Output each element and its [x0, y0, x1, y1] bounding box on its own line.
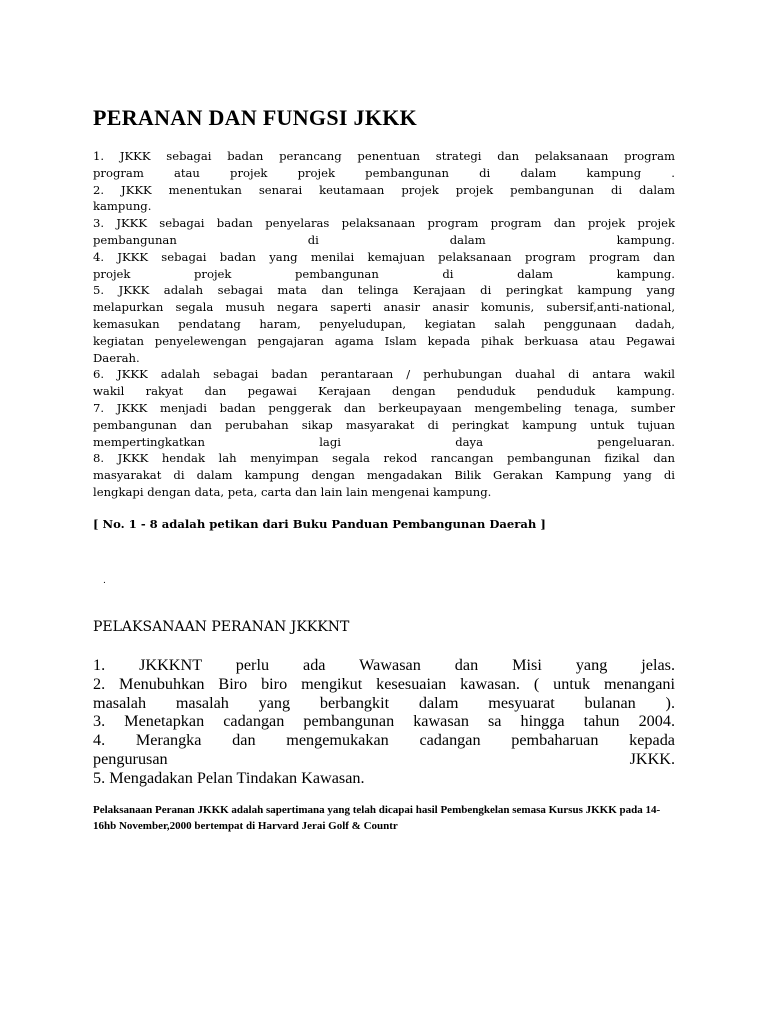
roles-line: 2. JKKK menentukan senarai keutamaan projek projek pembangunan di dalam	[93, 182, 675, 197]
roles-line: 5. JKKK adalah sebagai mata dan telinga Kerajaan di peringkat kampung yang	[93, 283, 675, 298]
implementation-line: masalah masalah yang berbangkit dalam mesyuarat bulanan ).	[93, 693, 675, 712]
roles-list	[93, 148, 675, 501]
roles-line: masyarakat di dalam kampung dengan mengadakan Bilik Gerakan Kampung yang di	[93, 468, 675, 483]
roles-line: kegiatan penyelewengan pengajaran agama Islam kepada pihak berkuasa atau Pegawai	[93, 333, 675, 348]
implementation-line: 4. Merangka dan mengemukakan cadangan pembaharuan kepada	[93, 731, 675, 750]
implementation-list	[93, 656, 675, 788]
roles-line: 7. JKKK menjadi badan penggerak dan berkeupayaan mengembeling tenaga, sumber	[93, 400, 675, 415]
roles-line: pembangunan di dalam kampung.	[93, 232, 675, 247]
roles-line: 4. JKKK sebagai badan yang menilai kemajuan pelaksanaan program program dan	[93, 249, 675, 264]
roles-line: Daerah.	[93, 350, 140, 365]
implementation-line: pengurusan JKKK.	[93, 749, 675, 768]
roles-line: program atau projek projek pembangunan di dalam kampung .	[93, 165, 675, 180]
implementation-line: 2. Menubuhkan Biro biro mengikut kesesuaian kawasan. ( untuk menangani	[93, 674, 675, 693]
roles-line: kemasukan pendatang haram, penyeludupan, kegiatan salah penggunaan dadah,	[93, 316, 675, 331]
roles-line: projek projek pembangunan di dalam kampung.	[93, 266, 675, 281]
section-heading: PELAKSANAAN PERANAN JKKKNT	[93, 619, 350, 635]
roles-line: wakil rakyat dan pegawai Kerajaan dengan penduduk penduduk kampung.	[93, 384, 675, 399]
roles-line: 8. JKKK hendak lah menyimpan segala rekod rancangan pembangunan fizikal dan	[93, 451, 675, 466]
source-note: [ No. 1 - 8 adalah petikan dari Buku Panduan Pembangunan Daerah ]	[93, 517, 546, 531]
roles-line: lengkapi dengan data, peta, carta dan lain lain mengenai kampung.	[93, 484, 492, 499]
roles-line: pembangunan dan perubahan sikap masyarakat di peringkat kampung untuk tujuan	[93, 417, 675, 432]
roles-line: kampung.	[93, 199, 152, 214]
roles-line: 6. JKKK adalah sebagai badan perantaraan / perhubungan duahal di antara wakil	[93, 367, 675, 382]
implementation-line: 5. Mengadakan Pelan Tindakan Kawasan.	[93, 768, 365, 787]
implementation-line: 3. Menetapkan cadangan pembangunan kawasan sa hingga tahun 2004.	[93, 712, 675, 731]
footnote: Pelaksanaan Peranan JKKK adalah sapertimana yang telah dicapai hasil Pembengkelan semasa Kursus JKKK pada 14- 16hb November,2000 bertempat di Harvard Jerai Golf & Countr	[93, 804, 661, 832]
roles-line: mempertingkatkan lagi daya pengeluaran.	[93, 434, 675, 449]
roles-line: melapurkan segala musuh negara saperti anasir anasir komunis, subersif,anti-national,	[93, 300, 675, 315]
roles-line: 1. JKKK sebagai badan perancang penentuan strategi dan pelaksanaan program	[93, 149, 675, 163]
stray-dot: .	[103, 576, 106, 586]
implementation-line: 1. JKKKNT perlu ada Wawasan dan Misi yang jelas.	[93, 656, 675, 674]
roles-line: 3. JKKK sebagai badan penyelaras pelaksanaan program program dan projek projek	[93, 216, 675, 231]
document-title: PERANAN DAN FUNGSI JKKK	[93, 105, 418, 130]
